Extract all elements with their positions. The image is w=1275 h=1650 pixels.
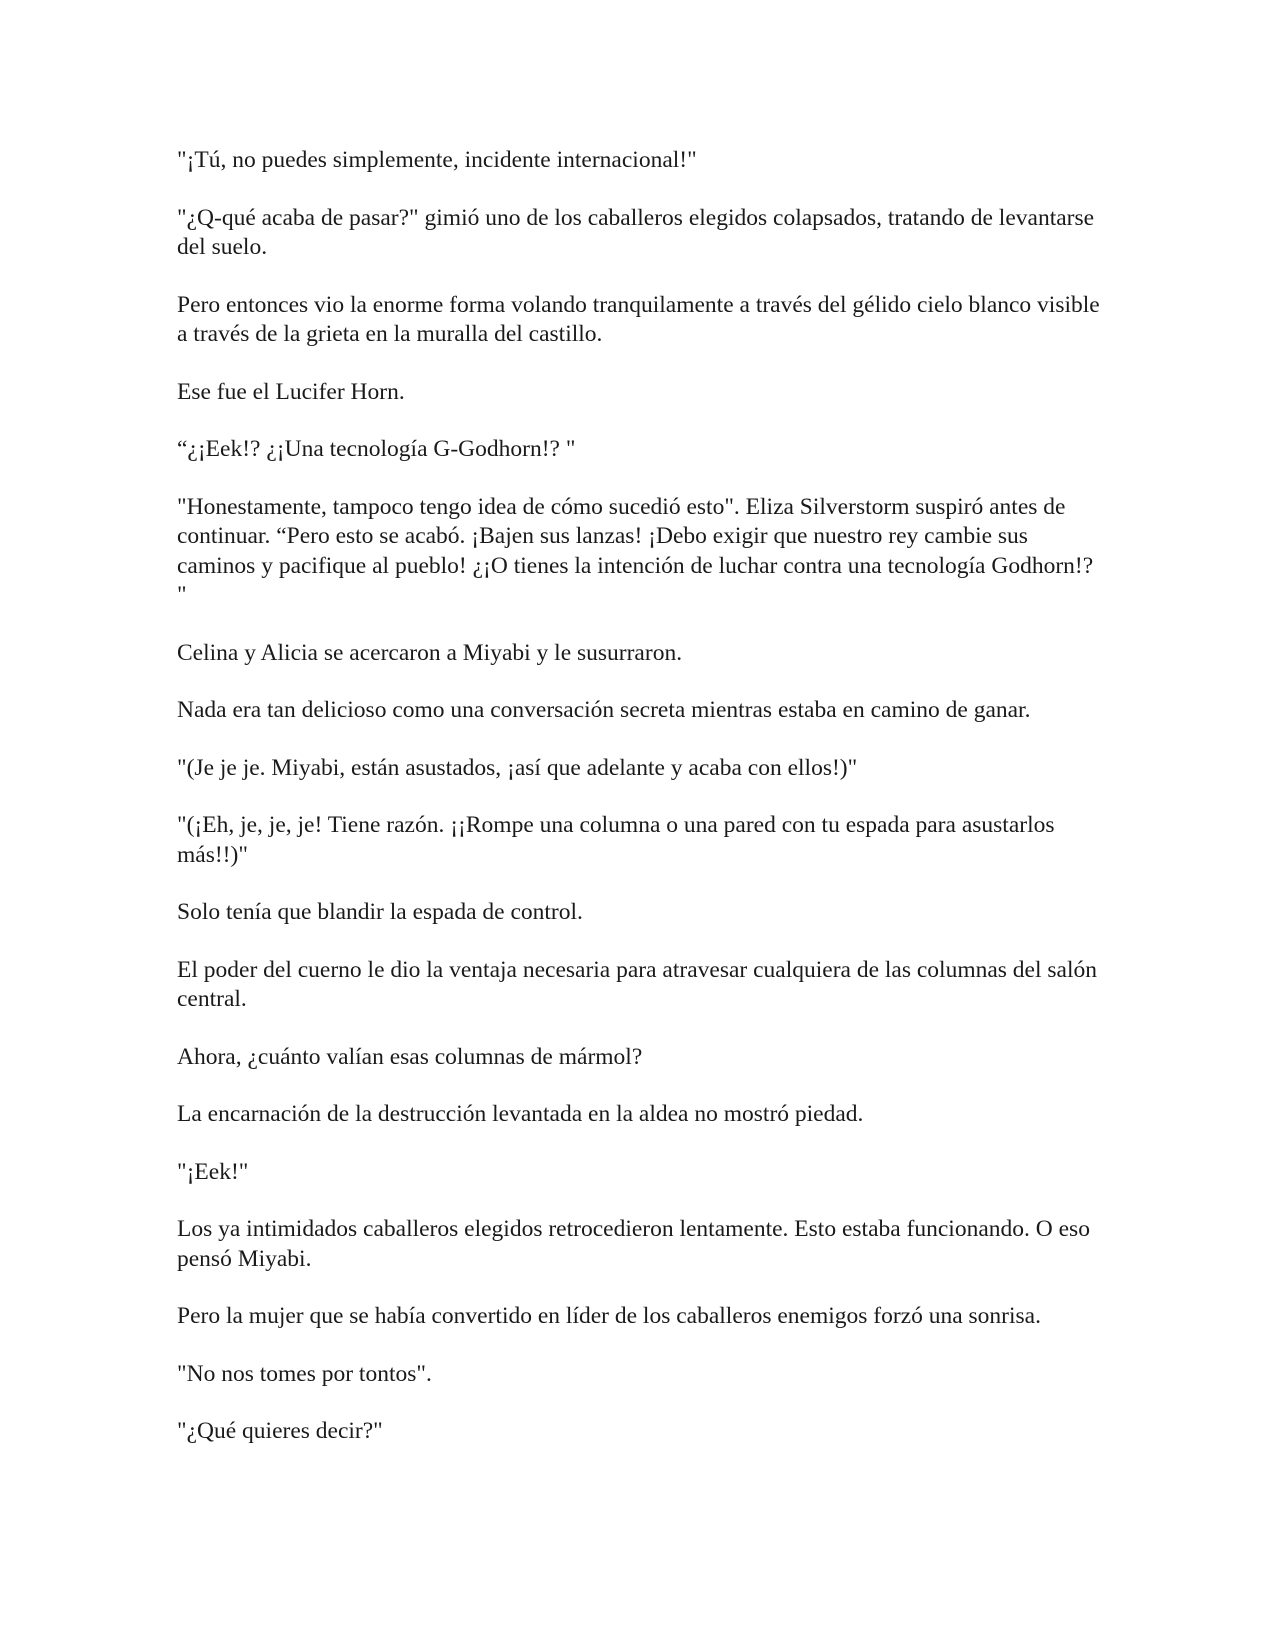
paragraph: Solo tenía que blandir la espada de control. [177, 899, 583, 925]
paragraph: Nada era tan delicioso como una conversación secreta mientras estaba en camino de ganar. [177, 697, 1031, 723]
paragraph: "¡Eek!" [177, 1158, 249, 1185]
paragraph: Ese fue el Lucifer Horn. [177, 378, 405, 405]
paragraph: "Honestamente, tampoco tengo idea de cómo sucedió esto". Eliza Silverstorm suspiró antes de continuar. “Pero esto se acabó. ¡Bajen sus lanzas! ¡Debo exigir que nuestro rey cambie sus caminos y pacifique al pueblo! ¿¡O tienes la intención de luchar contra una tecnología Godhorn!? " [177, 493, 1094, 608]
paragraph: Celina y Alicia se acercaron a Miyabi y le susurraron. [177, 639, 683, 666]
paragraph: "No nos tomes por tontos". [177, 1360, 432, 1387]
paragraph: La encarnación de la destrucción levantada en la aldea no mostró piedad. [177, 1101, 864, 1127]
paragraph: "¿Q-qué acaba de pasar?" gimió uno de los caballeros elegidos colapsados, tratando de levantarse del suelo. [177, 204, 1095, 260]
paragraph: "¿Qué quieres decir?" [177, 1418, 383, 1444]
document-body [177, 146, 1107, 1475]
paragraph: El poder del cuerno le dio la ventaja necesaria para atravesar cualquiera de las columnas del salón central. [177, 956, 1097, 1012]
paragraph: Ahora, ¿cuánto valían esas columnas de mármol? [177, 1043, 643, 1070]
paragraph: "¡Tú, no puedes simplemente, incidente internacional!" [177, 147, 697, 173]
paragraph: Los ya intimidados caballeros elegidos retrocedieron lentamente. Esto estaba funcionando. O eso pensó Miyabi. [177, 1216, 1090, 1272]
paragraph: "(¡Eh, je, je, je! Tiene razón. ¡¡Rompe una columna o una pared con tu espada para asustarlos más!!)" [177, 812, 1055, 868]
paragraph: "(Je je je. Miyabi, están asustados, ¡así que adelante y acaba con ellos!)" [177, 754, 858, 781]
paragraph: Pero la mujer que se había convertido en líder de los caballeros enemigos forzó una sonrisa. [177, 1303, 1041, 1329]
paragraph: “¿¡Eek!? ¿¡Una tecnología G-Godhorn!? " [177, 436, 576, 462]
paragraph: Pero entonces vio la enorme forma volando tranquilamente a través del gélido cielo blanco visible a través de la grieta en la muralla del castillo. [177, 291, 1100, 347]
